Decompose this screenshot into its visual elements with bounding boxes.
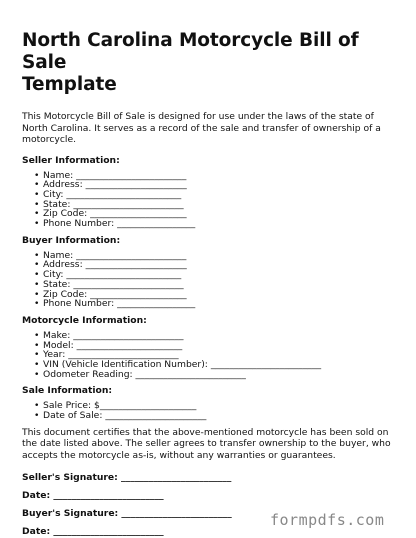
motorcycle-heading: Motorcycle Information: <box>22 314 147 326</box>
sale-list <box>34 401 402 420</box>
list-item: • City: _________________________ <box>34 269 182 281</box>
seller-date-line: Date: ________________________ <box>22 490 164 502</box>
list-item: • State: ________________________ <box>34 198 184 210</box>
document <box>22 0 402 537</box>
list-item: • Phone Number: _________________ <box>34 298 196 310</box>
list-item: • Odometer Reading: ________________________ <box>34 368 246 380</box>
seller-list <box>34 171 402 229</box>
list-item: • State: ________________________ <box>34 278 184 290</box>
title-line-2: Template <box>22 74 117 95</box>
buyer-signature-line: Buyer's Signature: ________________________ <box>22 508 232 520</box>
buyer-list <box>34 251 402 309</box>
list-item: • Zip Code: _____________________ <box>34 208 187 220</box>
list-item: • City: _________________________ <box>34 188 182 200</box>
list-item: • Make: ________________________ <box>34 329 184 341</box>
buyer-date-line: Date: ________________________ <box>22 526 164 538</box>
intro-paragraph: This Motorcycle Bill of Sale is designed for use under the laws of the state of North Carolina. It serves as a record of the sale and transfer of ownership of a motorcycle. <box>22 111 381 145</box>
list-item: • Zip Code: _____________________ <box>34 288 187 300</box>
seller-signature-line: Seller's Signature: ________________________ <box>22 472 232 484</box>
buyer-heading: Buyer Information: <box>22 234 121 246</box>
certification-paragraph: This document certifies that the above-mentioned motorcycle has been sold on the date listed above. The seller agrees to transfer ownership to the buyer, who accepts the motorcycle as-is, without any warranties or guarantees. <box>22 426 391 461</box>
list-item: • Sale Price: $_____________________ <box>34 400 197 412</box>
list-item: • Phone Number: _________________ <box>34 218 196 230</box>
list-item: • Address: ______________________ <box>34 179 187 191</box>
document-title <box>22 30 402 96</box>
sale-heading: Sale Information: <box>22 385 113 397</box>
list-item: • Year: ________________________ <box>34 349 179 361</box>
motorcycle-list <box>34 331 402 380</box>
list-item: • Model: _______________________ <box>34 339 183 351</box>
list-item: • VIN (Vehicle Identification Number): ________________________ <box>34 359 322 371</box>
list-item: • Name: ________________________ <box>34 249 187 261</box>
seller-heading: Seller Information: <box>22 154 120 166</box>
footer-watermark: formpdfs.com <box>270 511 385 529</box>
list-item: • Address: ______________________ <box>34 259 187 271</box>
title-line-1: North Carolina Motorcycle Bill of Sale <box>22 30 359 73</box>
list-item: • Date of Sale: ______________________ <box>34 410 207 422</box>
list-item: • Name: ________________________ <box>34 169 187 181</box>
